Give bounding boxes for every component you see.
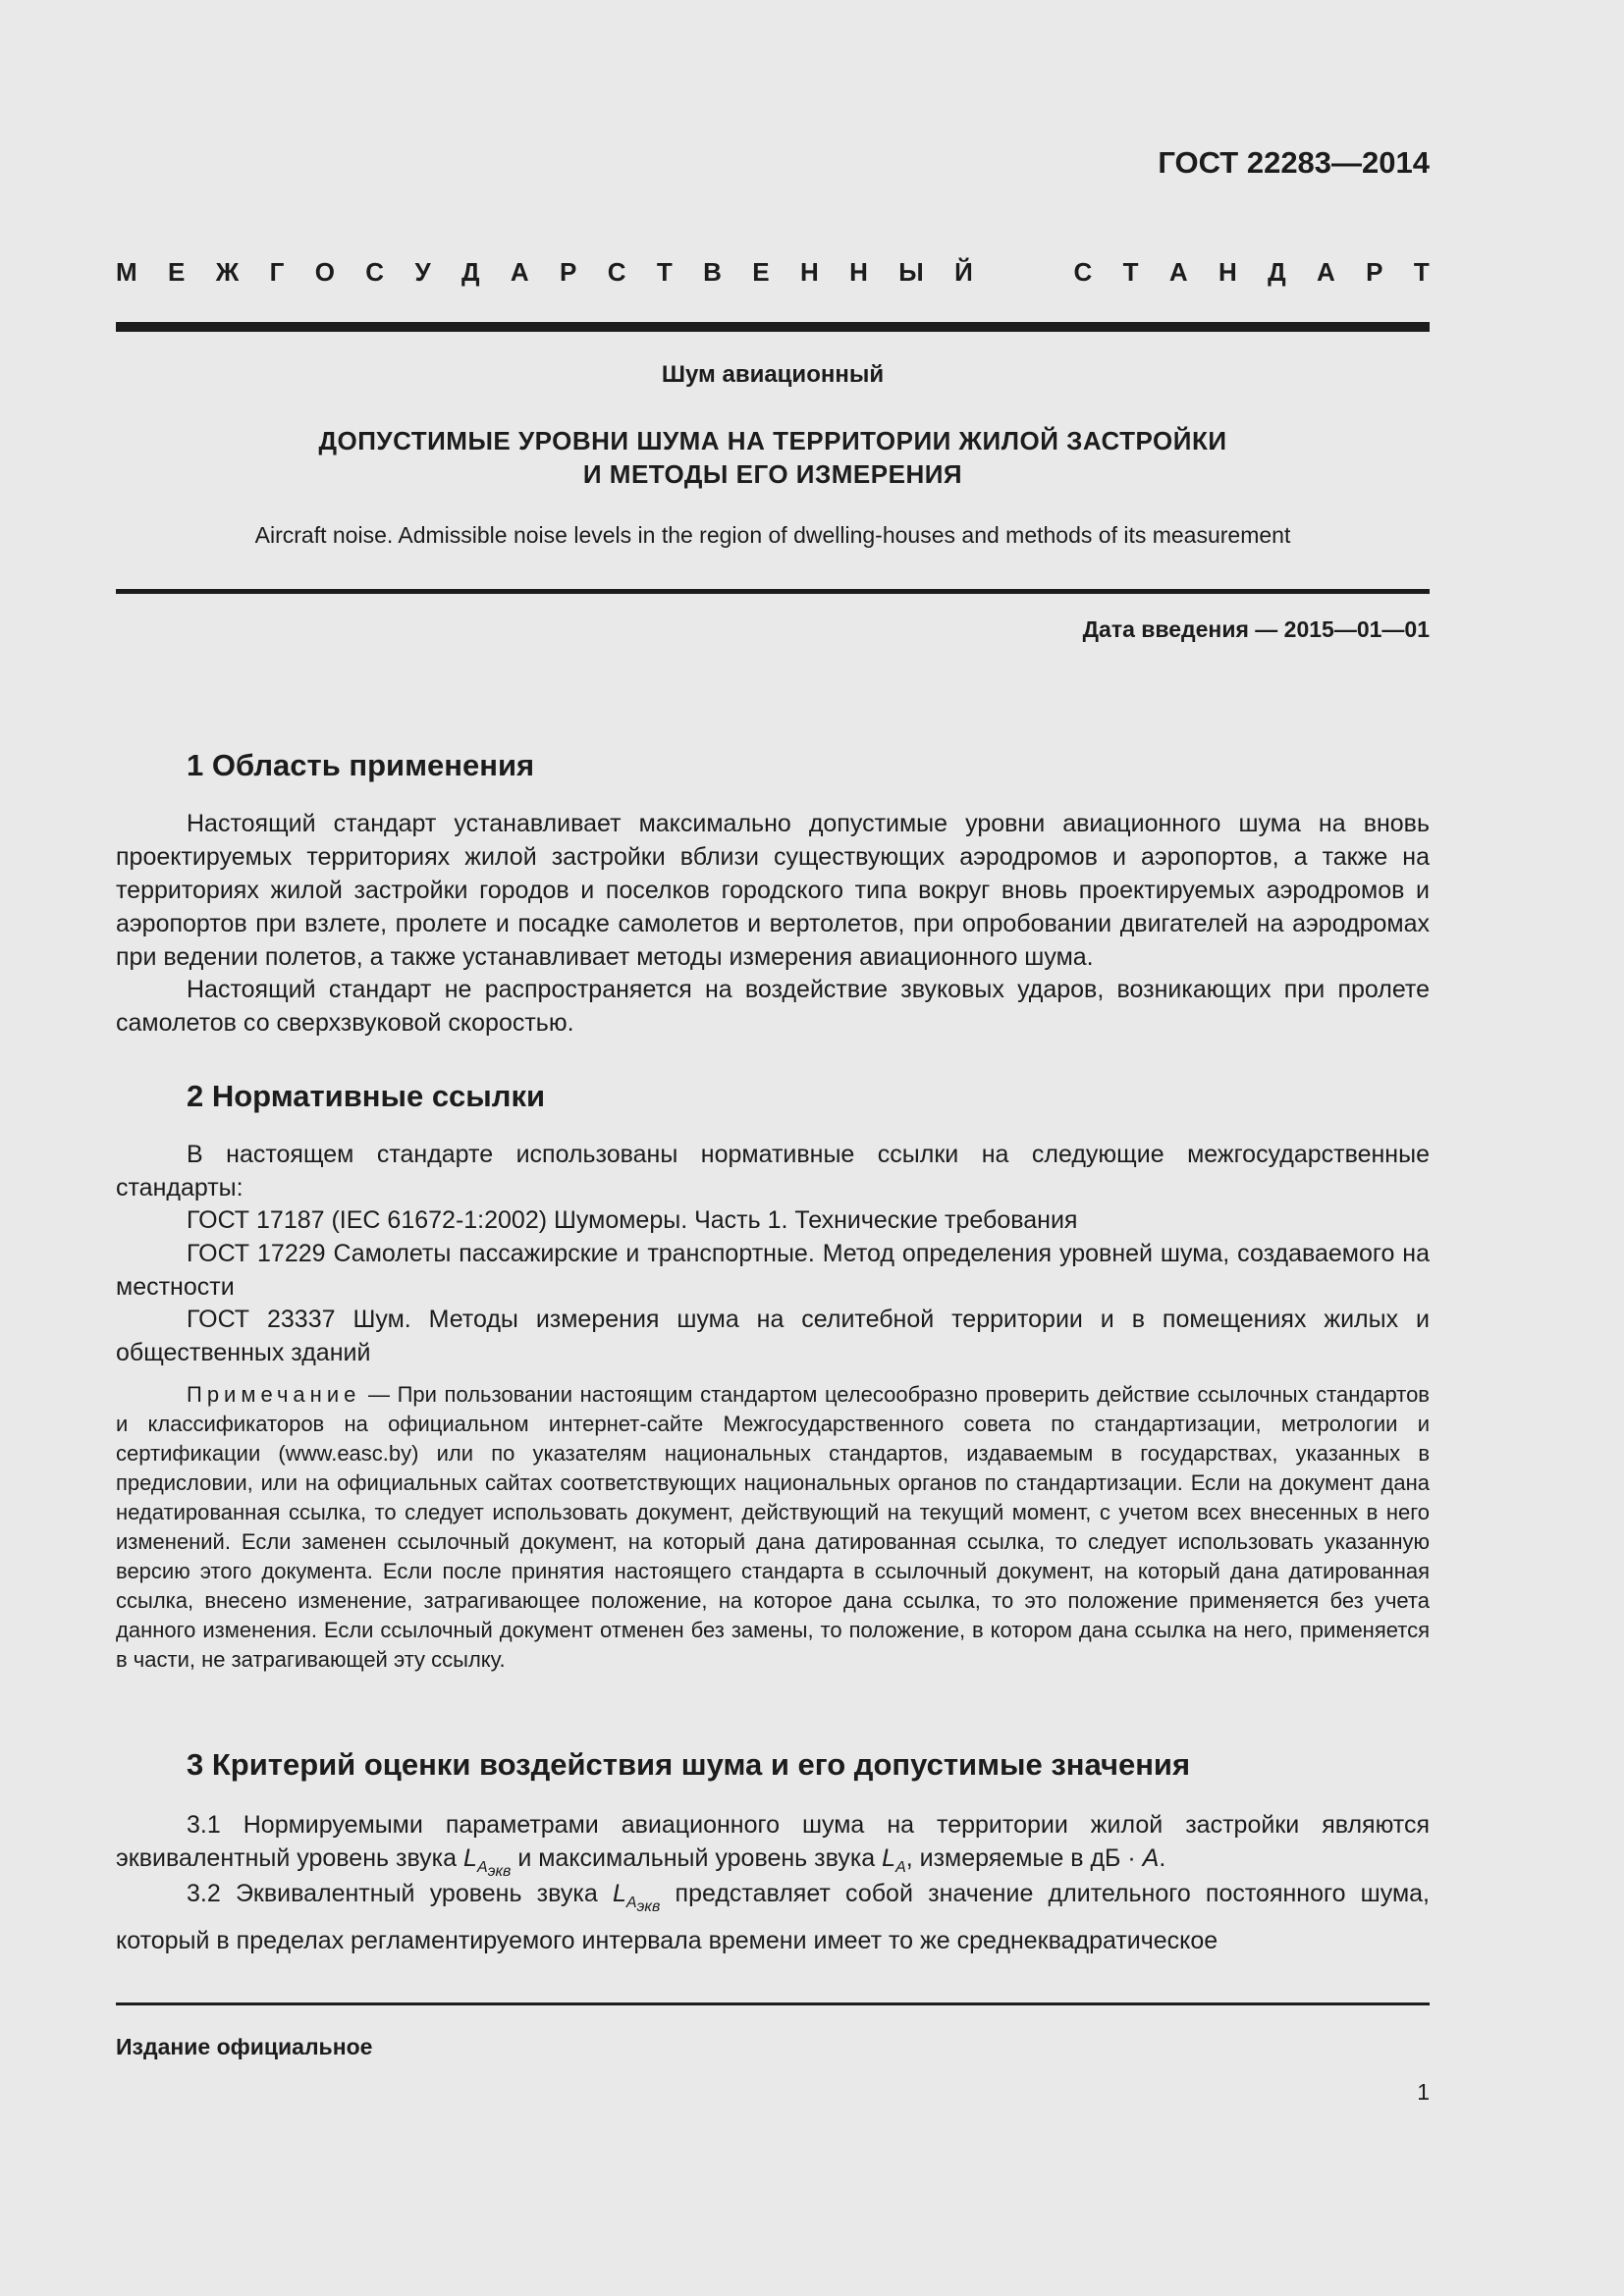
header-letter: Д <box>460 257 480 287</box>
header-letter: О <box>314 257 335 287</box>
header-letter: Ж <box>215 257 240 287</box>
document-number: ГОСТ 22283—2014 <box>1158 145 1430 180</box>
note-label: Примечание <box>187 1382 361 1407</box>
symbol-LAekv: $L_{A_{экв}}$ <box>463 1844 512 1881</box>
note <box>116 1380 1430 1675</box>
header-letter: А <box>1168 257 1188 287</box>
header-letter: Д <box>1268 257 1286 287</box>
header-letter: У <box>414 257 431 287</box>
symbol-LAekv: $L_{A_{экв}}$ <box>612 1880 661 1916</box>
header-letter: С <box>365 257 385 287</box>
reference-gost-23337: ГОСТ 23337 Шум. Методы измерения шума на селитебной территории и в помещениях жилых и общественных зданий <box>116 1306 1430 1366</box>
header-letter: В <box>703 257 722 287</box>
header-letter: Е <box>168 257 186 287</box>
header-letter: Ы <box>898 257 924 287</box>
section-1-paragraph-2: Настоящий стандарт не распространяется на воздействие звуковых ударов, возникающих при пролете самолетов со сверхзвуковой скоростью. <box>116 976 1430 1037</box>
header-letter: С <box>1073 257 1093 287</box>
paragraph-3-1: 3.1 Нормируемыми параметрами авиационного шума на территории жилой застройки являются эквивалентный уровень звука $L_{A_{экв}}$ и максимальный уровень звука $L_A$, измеряемые в дБ · A. <box>116 1811 1430 1881</box>
header-word-gap <box>1003 257 1043 288</box>
header-letter: А <box>510 257 529 287</box>
note-text: — При пользовании настоящим стандартом целесообразно проверить действие ссылочных стандартов и классификаторов на официальном интернет-сайте Межгосударственного совета по стандартизации, метрологии и сертификации (www.easc.by) или по указателям национальных стандартов, издаваемым в государствах, указанных в предисловии, или на официальных сайтах соответствующих национальных органов по стандартизации. Если на документ дана недатированная ссылка, то следует использовать документ, действующий на текущий момент, с учетом всех внесенных в него изменений. Если заменен ссылочный документ, на который дана датированная ссылка, то следует использовать указанную версию этого документа. Если после принятия настоящего стандарта в ссылочный документ, на который дана датированная ссылка, внесено изменение, затрагивающее положение, на которое дана ссылка, то это положение применяется без учета данного изменения. Если ссылочный документ отменен без замены, то положение, в котором дана ссылка на него, применяется в части, не затрагивающей эту ссылку. <box>116 1382 1430 1672</box>
header-letter: С <box>607 257 626 287</box>
header-letter: Т <box>1122 257 1139 287</box>
page-number: 1 <box>1417 2079 1430 2105</box>
header-letter: Г <box>269 257 285 287</box>
title-line-1: ДОПУСТИМЫЕ УРОВНИ ШУМА НА ТЕРРИТОРИИ ЖИЛОЙ ЗАСТРОЙКИ <box>318 426 1227 455</box>
document-title <box>116 424 1430 491</box>
section-1-heading: 1 Область применения <box>187 748 535 782</box>
header-letter: Р <box>560 257 577 287</box>
footer-rule <box>116 2002 1430 2005</box>
introduction-date: Дата введения — 2015—01—01 <box>1082 616 1430 642</box>
header-rule <box>116 322 1430 332</box>
symbol-LA: $L_A$ <box>882 1844 906 1876</box>
standard-type-header <box>116 257 1430 288</box>
document-subject: Шум авиационный <box>661 361 885 388</box>
edition-label: Издание официальное <box>116 2034 373 2059</box>
english-title: Aircraft noise. Admissible noise levels in the region of dwelling-houses and methods of its measurement <box>254 522 1291 548</box>
title-rule <box>116 589 1430 594</box>
header-letter: Т <box>656 257 673 287</box>
symbol-A: A <box>1142 1844 1160 1872</box>
header-letter: Р <box>1366 257 1383 287</box>
reference-gost-17187: ГОСТ 17187 (IEC 61672-1:2002) Шумомеры. Часть 1. Технические требования <box>187 1206 1078 1234</box>
reference-gost-17229: ГОСТ 17229 Самолеты пассажирские и транспортные. Метод определения уровней шума, создаваемого на местности <box>116 1240 1430 1301</box>
title-line-2: И МЕТОДЫ ЕГО ИЗМЕРЕНИЯ <box>582 459 963 489</box>
header-letter: Н <box>799 257 819 287</box>
header-letter: М <box>116 257 137 287</box>
header-letter: Т <box>1413 257 1430 287</box>
header-letter: Й <box>954 257 973 287</box>
section-3-heading: 3 Критерий оценки воздействия шума и его допустимые значения <box>187 1747 1191 1782</box>
header-letter: Н <box>849 257 868 287</box>
header-letter: Н <box>1218 257 1237 287</box>
header-letter: Е <box>752 257 770 287</box>
section-2-paragraph-1: В настоящем стандарте использованы нормативные ссылки на следующие межгосударственные стандарты: <box>116 1141 1430 1201</box>
section-1-paragraph-1: Настоящий стандарт устанавливает максимально допустимые уровни авиационного шума на вновь проектируемых территориях жилой застройки вблизи существующих аэродромов и аэропортов, а также на территориях жилой застройки городов и поселков городского типа вокруг вновь проектируемых аэродромов и аэропортов при взлете, пролете и посадке самолетов и вертолетов, при опробовании двигателей на аэродромах при ведении полетов, а также устанавливает методы измерения авиационного шума. <box>116 810 1430 971</box>
paragraph-3-2: 3.2 Эквивалентный уровень звука $L_{A_{экв}}$ представляет собой значение длительного постоянного шума, который в пределах регламентируемого интервала времени имеет то же среднеквадратическое <box>116 1880 1430 1955</box>
header-letter: А <box>1317 257 1335 287</box>
section-2-heading: 2 Нормативные ссылки <box>187 1079 546 1113</box>
